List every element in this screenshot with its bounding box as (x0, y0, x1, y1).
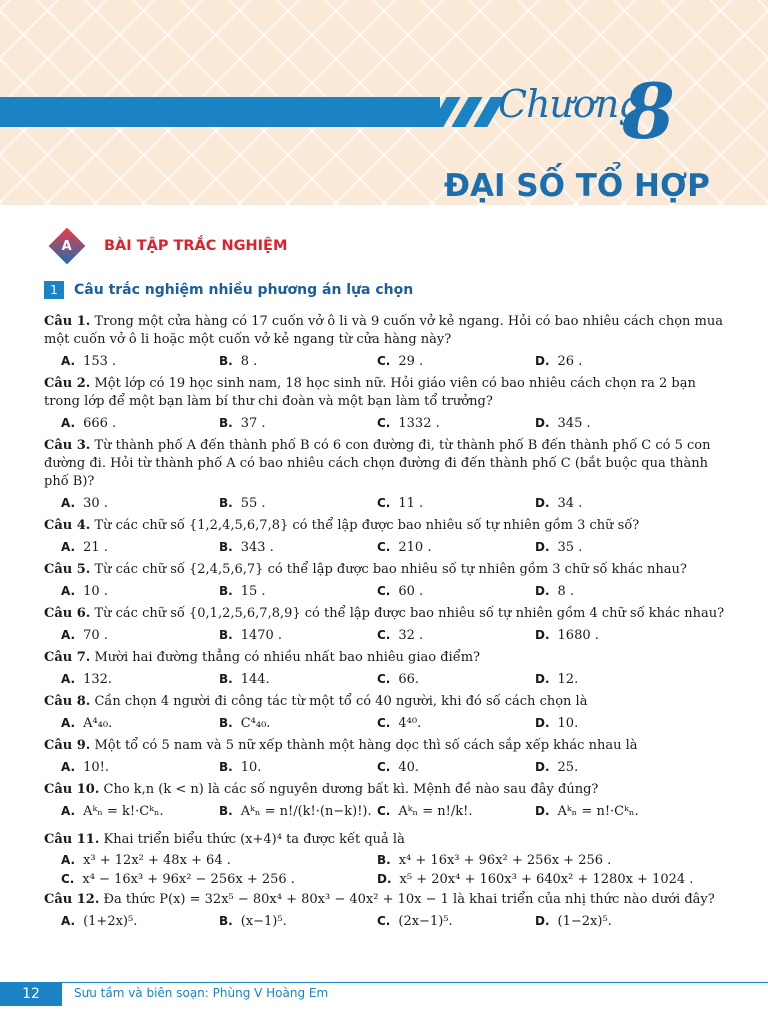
option-value: 210 . (398, 540, 432, 555)
option-letter: C. (377, 628, 391, 642)
option-value: 10!. (83, 760, 109, 775)
option-letter: D. (535, 416, 550, 430)
question (44, 375, 728, 411)
answer-option[interactable] (360, 670, 518, 690)
answer-option[interactable] (360, 582, 518, 602)
question (44, 605, 728, 623)
option-value: 15 . (240, 584, 266, 599)
answer-option[interactable] (44, 414, 202, 434)
question (44, 693, 728, 711)
option-letter: B. (219, 584, 233, 598)
question (44, 561, 728, 579)
subsection-number: 1 (44, 281, 64, 299)
option-value: 10. (240, 760, 262, 775)
option-letter: C. (377, 584, 391, 598)
answer-option[interactable] (518, 494, 676, 514)
question (44, 649, 728, 667)
option-letter: D. (535, 354, 550, 368)
answer-options (44, 352, 728, 372)
answer-option[interactable] (360, 870, 694, 889)
answer-option[interactable] (44, 538, 202, 558)
question-text: Cho k,n (k < n) là các số nguyên dương bất kì. Mệnh đề nào sau đây đúng? (103, 782, 599, 797)
question (44, 313, 728, 349)
option-letter: B. (377, 853, 391, 867)
question-text: Đa thức P(x) = 32x⁵ − 80x⁴ + 80x³ − 40x² + 10x − 1 là khai triển của nhị thức nào dưới đây? (103, 892, 715, 907)
answer-options (44, 802, 728, 828)
answer-option[interactable] (360, 538, 518, 558)
answer-option[interactable] (44, 758, 202, 778)
question (44, 517, 728, 535)
option-value: (1+2x)⁵. (83, 914, 138, 929)
option-letter: A. (61, 416, 76, 430)
answer-options (44, 494, 728, 514)
option-value: 34 . (557, 496, 583, 511)
question-text: Từ các chữ số {0,1,2,5,6,7,8,9} có thể lập được bao nhiêu số tự nhiên gồm 4 chữ số khác nhau? (94, 606, 725, 621)
option-letter: D. (535, 914, 550, 928)
option-value: 4⁴⁰. (398, 716, 422, 731)
option-letter: A. (61, 914, 76, 928)
answer-option[interactable] (518, 714, 676, 734)
option-letter: B. (219, 416, 233, 430)
answer-option[interactable] (518, 670, 676, 690)
answer-option[interactable] (44, 670, 202, 690)
chapter-title: ĐẠI SỐ TỔ HỢP (444, 168, 710, 204)
question (44, 737, 728, 755)
option-letter: C. (377, 416, 391, 430)
question-label: Câu 10. (44, 782, 100, 797)
option-letter: A. (61, 760, 76, 774)
answer-option[interactable] (518, 802, 676, 828)
footer-rule (62, 982, 768, 983)
subsection-heading (44, 281, 413, 299)
answer-option[interactable] (202, 714, 360, 734)
answer-option[interactable] (360, 626, 518, 646)
option-value: 30 . (83, 496, 108, 511)
option-value: Aᵏₙ = n!/k!. (398, 804, 473, 819)
option-value: 37 . (240, 416, 266, 431)
answer-option[interactable] (44, 494, 202, 514)
answer-option[interactable] (202, 582, 360, 602)
answer-option[interactable] (518, 414, 676, 434)
answer-option[interactable] (518, 626, 676, 646)
answer-options (44, 758, 728, 778)
option-value: 666 . (83, 416, 117, 431)
option-letter: A. (61, 496, 76, 510)
answer-option[interactable] (202, 494, 360, 514)
option-letter: A. (61, 672, 76, 686)
option-letter: C. (377, 672, 391, 686)
answer-option[interactable] (518, 758, 676, 778)
option-value: 25. (557, 760, 579, 775)
option-value: x⁵ + 20x⁴ + 160x³ + 640x² + 1280x + 1024 . (399, 872, 694, 887)
answer-option[interactable] (518, 538, 676, 558)
question-text: Từ các chữ số {2,4,5,6,7} có thể lập được bao nhiêu số tự nhiên gồm 3 chữ số khác nhau? (94, 562, 687, 577)
option-value: 12. (557, 672, 579, 687)
option-letter: C. (377, 496, 391, 510)
option-letter: A. (61, 716, 76, 730)
option-letter: A. (61, 804, 76, 818)
answer-options (44, 670, 728, 690)
answer-option[interactable] (360, 352, 518, 372)
option-letter: D. (535, 804, 550, 818)
option-value: Aᵏₙ = n!/(k!·(n−k)!). (240, 804, 372, 819)
option-letter: D. (535, 716, 550, 730)
answer-option[interactable] (202, 626, 360, 646)
page-footer (0, 982, 768, 1006)
option-value: 8 . (240, 354, 258, 369)
answer-option[interactable] (202, 414, 360, 434)
answer-option[interactable] (360, 851, 676, 870)
option-letter: B. (219, 760, 233, 774)
option-value: 345 . (557, 416, 591, 431)
answer-option[interactable] (202, 352, 360, 372)
question-label: Câu 9. (44, 738, 91, 753)
answer-options (44, 582, 728, 602)
option-letter: A. (61, 354, 76, 368)
option-letter: B. (219, 716, 233, 730)
question-text: Một tổ có 5 nam và 5 nữ xếp thành một hàng dọc thì số cách sắp xếp khác nhau là (94, 738, 638, 753)
option-letter: B. (219, 354, 233, 368)
option-value: 10 . (83, 584, 108, 599)
option-letter: C. (377, 914, 391, 928)
option-value: 60 . (398, 584, 424, 599)
question (44, 891, 728, 909)
question-label: Câu 12. (44, 892, 100, 907)
section-badge-icon: A (49, 228, 86, 265)
option-letter: D. (535, 540, 550, 554)
question-label: Câu 1. (44, 314, 91, 329)
option-letter: A. (61, 853, 76, 867)
answer-option[interactable] (202, 670, 360, 690)
answer-option[interactable] (518, 912, 676, 932)
answer-option[interactable] (360, 758, 518, 778)
option-letter: C. (377, 716, 391, 730)
option-letter: C. (61, 872, 75, 886)
option-value: 11 . (398, 496, 424, 511)
subsection-title: Câu trắc nghiệm nhiều phương án lựa chọn (74, 282, 414, 298)
option-value: 10. (557, 716, 579, 731)
question-text: Khai triển biểu thức (x+4)⁴ ta được kết quả là (103, 832, 405, 847)
option-value: 26 . (557, 354, 583, 369)
question-text: Từ các chữ số {1,2,4,5,6,7,8} có thể lập được bao nhiêu số tự nhiên gồm 3 chữ số? (94, 518, 640, 533)
page-number: 12 (0, 982, 62, 1006)
header-band (0, 97, 440, 127)
option-letter: C. (377, 760, 391, 774)
option-value: 1680 . (557, 628, 599, 643)
chapter-word: Chương (498, 82, 642, 126)
option-value: 21 . (83, 540, 108, 555)
answer-options (44, 714, 728, 734)
answer-option[interactable] (44, 851, 360, 870)
question-label: Câu 8. (44, 694, 91, 709)
answer-option[interactable] (360, 414, 518, 434)
question-text: Cần chọn 4 người đi công tác từ một tổ có 40 người, khi đó số cách chọn là (94, 694, 588, 709)
option-value: 35 . (557, 540, 583, 555)
option-letter: D. (377, 872, 392, 886)
option-value: 1470 . (240, 628, 283, 643)
option-value: Aᵏₙ = k!·Cᵏₙ. (83, 804, 164, 819)
question-text: Mười hai đường thẳng có nhiều nhất bao nhiêu giao điểm? (94, 650, 481, 665)
option-letter: A. (61, 628, 76, 642)
answer-option[interactable] (44, 870, 360, 889)
section-heading (46, 232, 287, 260)
question-label: Câu 5. (44, 562, 91, 577)
option-letter: B. (219, 804, 233, 818)
option-value: A⁴₄₀. (83, 716, 113, 731)
option-value: 144. (240, 672, 270, 687)
answer-option[interactable] (44, 626, 202, 646)
answer-option[interactable] (44, 802, 202, 828)
option-value: x⁴ − 16x³ + 96x² − 256x + 256 . (82, 872, 295, 887)
question (44, 781, 728, 799)
answer-option[interactable] (202, 538, 360, 558)
option-value: 32 . (398, 628, 424, 643)
option-letter: D. (535, 628, 550, 642)
option-value: 132. (83, 672, 113, 687)
question-text: Một lớp có 19 học sinh nam, 18 học sinh nữ. Hỏi giáo viên có bao nhiêu cách chọn ra 2 bạn trong lớp để một bạn làm bí thư chi đoàn và một bạn làm tổ trưởng? (44, 376, 696, 409)
option-letter: A. (61, 584, 76, 598)
question-label: Câu 3. (44, 438, 91, 453)
option-value: 343 . (240, 540, 274, 555)
question-label: Câu 2. (44, 376, 91, 391)
option-letter: C. (377, 540, 391, 554)
option-value: (2x−1)⁵. (398, 914, 453, 929)
option-value: x³ + 12x² + 48x + 64 . (83, 853, 231, 868)
answer-option[interactable] (44, 714, 202, 734)
option-letter: C. (377, 804, 391, 818)
answer-option[interactable] (202, 912, 360, 932)
answer-option[interactable] (360, 802, 518, 828)
option-letter: D. (535, 496, 550, 510)
question-text: Từ thành phố A đến thành phố B có 6 con đường đi, từ thành phố B đến thành phố C có 5 con đường đi. Hỏi từ thành phố A có bao nhiêu cách chọn đường đi đến thành phố C (bắt buộc qua thành phố B)? (44, 438, 711, 489)
answer-options (44, 538, 728, 558)
option-value: (1−2x)⁵. (557, 914, 612, 929)
answer-options (44, 414, 728, 434)
option-value: 1332 . (398, 416, 440, 431)
chapter-number: 8 (622, 67, 675, 156)
answer-option[interactable] (518, 582, 676, 602)
answer-option[interactable] (360, 714, 518, 734)
option-letter: B. (219, 496, 233, 510)
answer-option[interactable] (44, 582, 202, 602)
option-letter: D. (535, 672, 550, 686)
answer-option[interactable] (360, 494, 518, 514)
option-letter: B. (219, 628, 233, 642)
option-letter: C. (377, 354, 391, 368)
answer-options (44, 912, 728, 932)
option-value: 66. (398, 672, 420, 687)
question-text: Trong một cửa hàng có 17 cuốn vở ô li và 9 cuốn vở kẻ ngang. Hỏi có bao nhiêu cách chọn mua một cuốn vở ô li hoặc một cuốn vở kẻ ngang từ cửa hàng này? (44, 314, 723, 347)
answer-option[interactable] (202, 802, 372, 828)
answer-options (44, 626, 728, 646)
answer-option[interactable] (518, 352, 676, 372)
answer-option[interactable] (202, 758, 360, 778)
answer-options (44, 851, 728, 889)
option-letter: D. (535, 760, 550, 774)
option-letter: B. (219, 914, 233, 928)
answer-option[interactable] (360, 912, 518, 932)
option-value: 29 . (398, 354, 424, 369)
option-letter: B. (219, 672, 233, 686)
question-label: Câu 11. (44, 832, 100, 847)
option-value: 8 . (557, 584, 575, 599)
section-title: BÀI TẬP TRẮC NGHIỆM (104, 238, 288, 254)
answer-option[interactable] (44, 352, 202, 372)
option-letter: A. (61, 540, 76, 554)
option-value: (x−1)⁵. (240, 914, 287, 929)
question-list (44, 313, 728, 935)
option-letter: D. (535, 584, 550, 598)
footer-credit: Sưu tầm và biên soạn: Phùng V Hoàng Em (74, 986, 329, 1000)
option-value: Aᵏₙ = n!·Cᵏₙ. (557, 804, 639, 819)
question-label: Câu 4. (44, 518, 91, 533)
option-value: 70 . (83, 628, 108, 643)
question-label: Câu 7. (44, 650, 91, 665)
option-value: 40. (398, 760, 420, 775)
option-letter: B. (219, 540, 233, 554)
option-value: 55 . (240, 496, 266, 511)
question (44, 437, 728, 491)
question-label: Câu 6. (44, 606, 91, 621)
option-value: x⁴ + 16x³ + 96x² + 256x + 256 . (398, 853, 612, 868)
answer-option[interactable] (44, 912, 202, 932)
question (44, 831, 728, 849)
option-value: 153 . (83, 354, 117, 369)
option-value: C⁴₄₀. (240, 716, 271, 731)
